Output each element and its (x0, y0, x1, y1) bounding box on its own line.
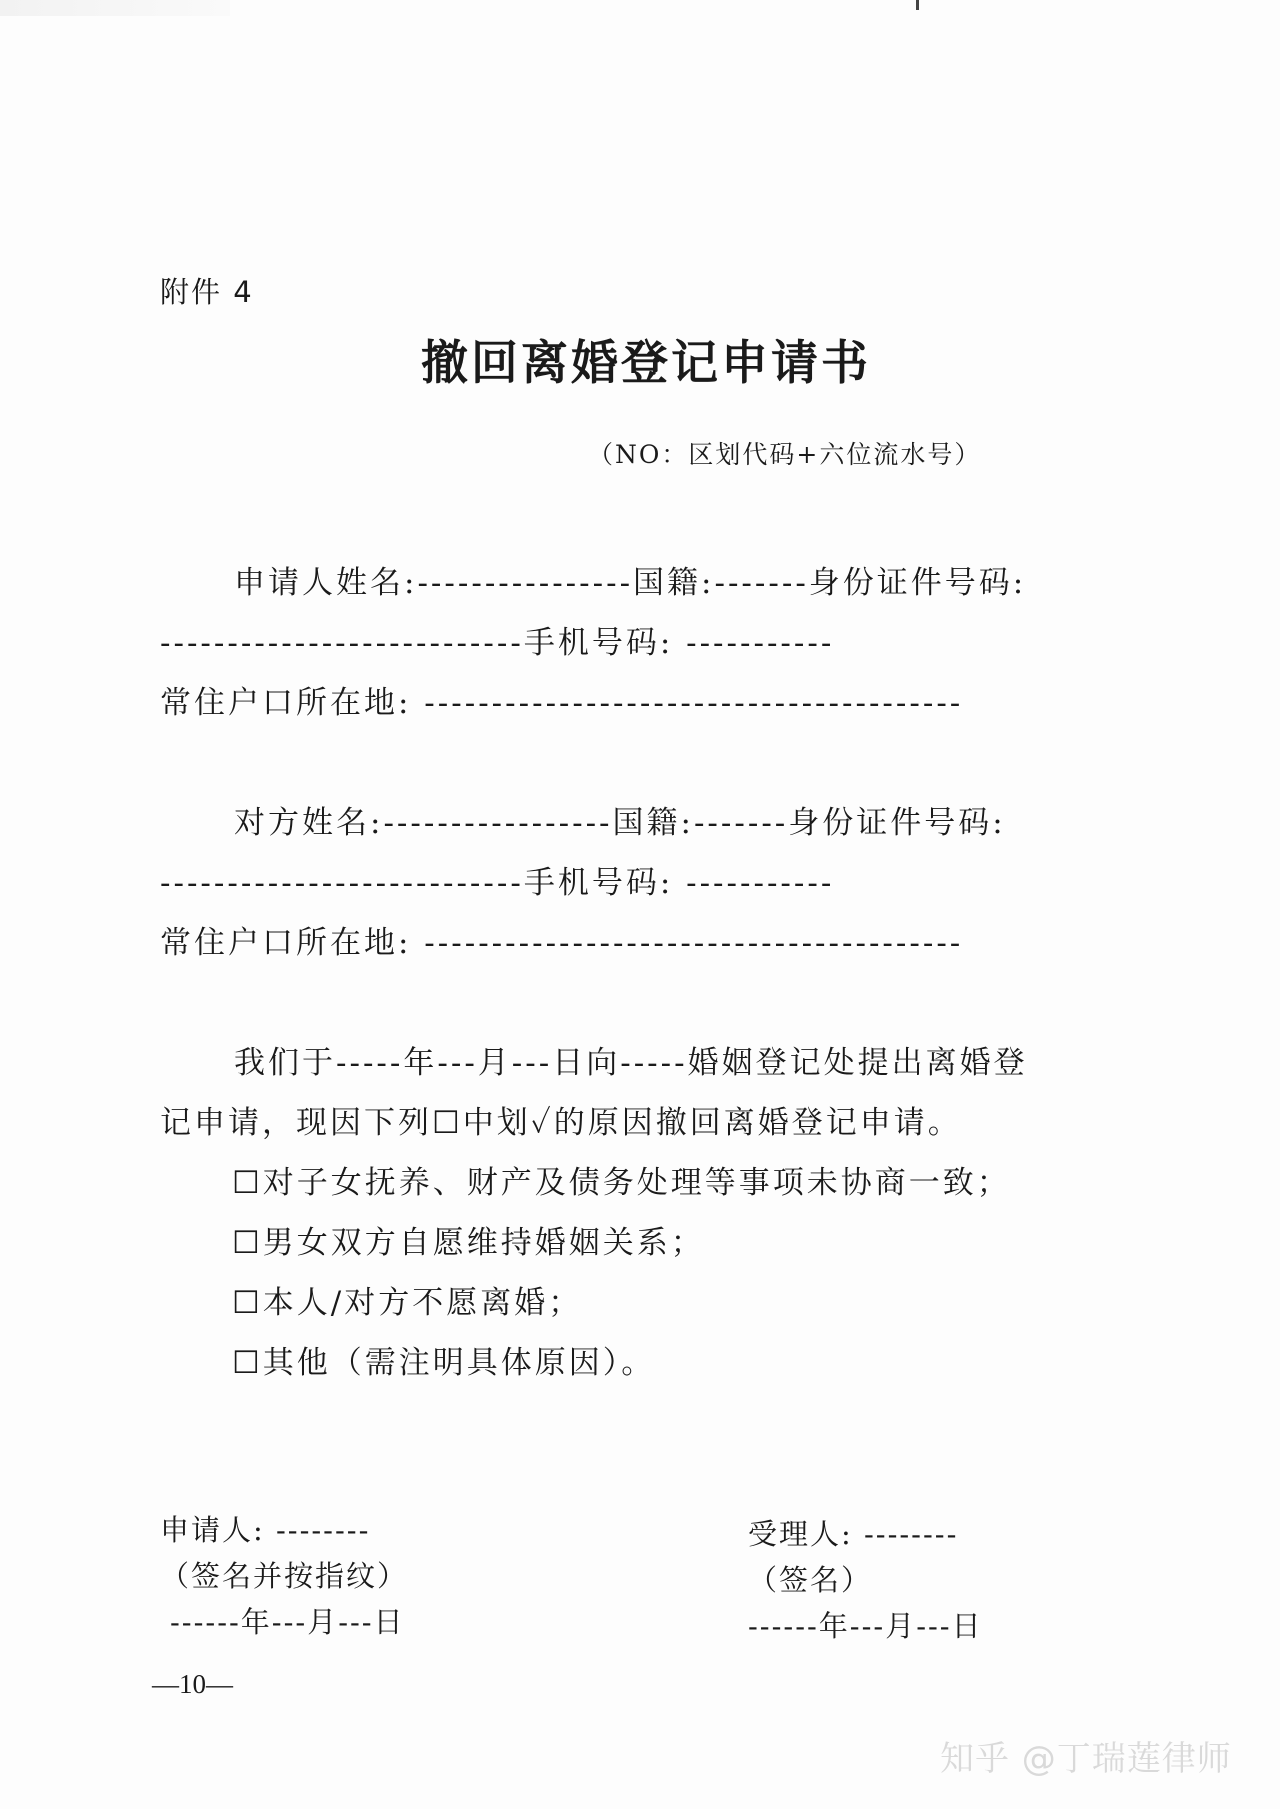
option-item: ☐男女双方自愿维持婚姻关系； (232, 1225, 705, 1261)
option-item: ☐本人/对方不愿离婚； (232, 1285, 583, 1321)
scan-top-mark (916, 0, 919, 10)
applicant-signature-label: 申请人: -------- (160, 1513, 371, 1547)
counterparty-phone-line: ---------------------------手机号码: ----------- (160, 865, 835, 901)
applicant-date: ------年---月---日 (170, 1605, 405, 1639)
applicant-name-line: 申请人姓名:----------------国籍:-------身份证件号码: (234, 565, 1027, 601)
annex-label: 附件 4 (160, 275, 254, 309)
receiver-signature-note: （签名） (748, 1563, 873, 1597)
statement-line-2: 记申请，现因下列☐中划✓的原因撤回离婚登记申请。 (160, 1105, 962, 1141)
option-item: ☐对子女抚养、财产及债务处理等事项未协商一致； (232, 1165, 1011, 1201)
page-number: —10— (152, 1669, 233, 1699)
counterparty-residence-line: 常住户口所在地: ---------------------------------------- (160, 925, 964, 961)
number-note: （NO：区划代码+六位流水号） (588, 440, 982, 469)
applicant-phone-line: ---------------------------手机号码: ----------- (160, 625, 835, 661)
document-title (0, 336, 1280, 391)
scan-edge-mark (0, 0, 230, 16)
title-text: 撤回离婚登记申请书 (421, 336, 871, 391)
receiver-signature-label: 受理人: -------- (748, 1517, 959, 1551)
counterparty-name-line: 对方姓名:-----------------国籍:-------身份证件号码: (234, 805, 1006, 841)
option-item: ☐其他（需注明具体原因）。 (232, 1345, 656, 1381)
watermark: 知乎 @丁瑞莲律师 (940, 1739, 1232, 1779)
receiver-date: ------年---月---日 (748, 1609, 983, 1643)
applicant-signature-note: （签名并按指纹） (160, 1559, 409, 1593)
applicant-residence-line: 常住户口所在地: ---------------------------------------- (160, 685, 964, 721)
statement-line-1: 我们于-----年---月---日向-----婚姻登记处提出离婚登 (234, 1045, 1028, 1081)
